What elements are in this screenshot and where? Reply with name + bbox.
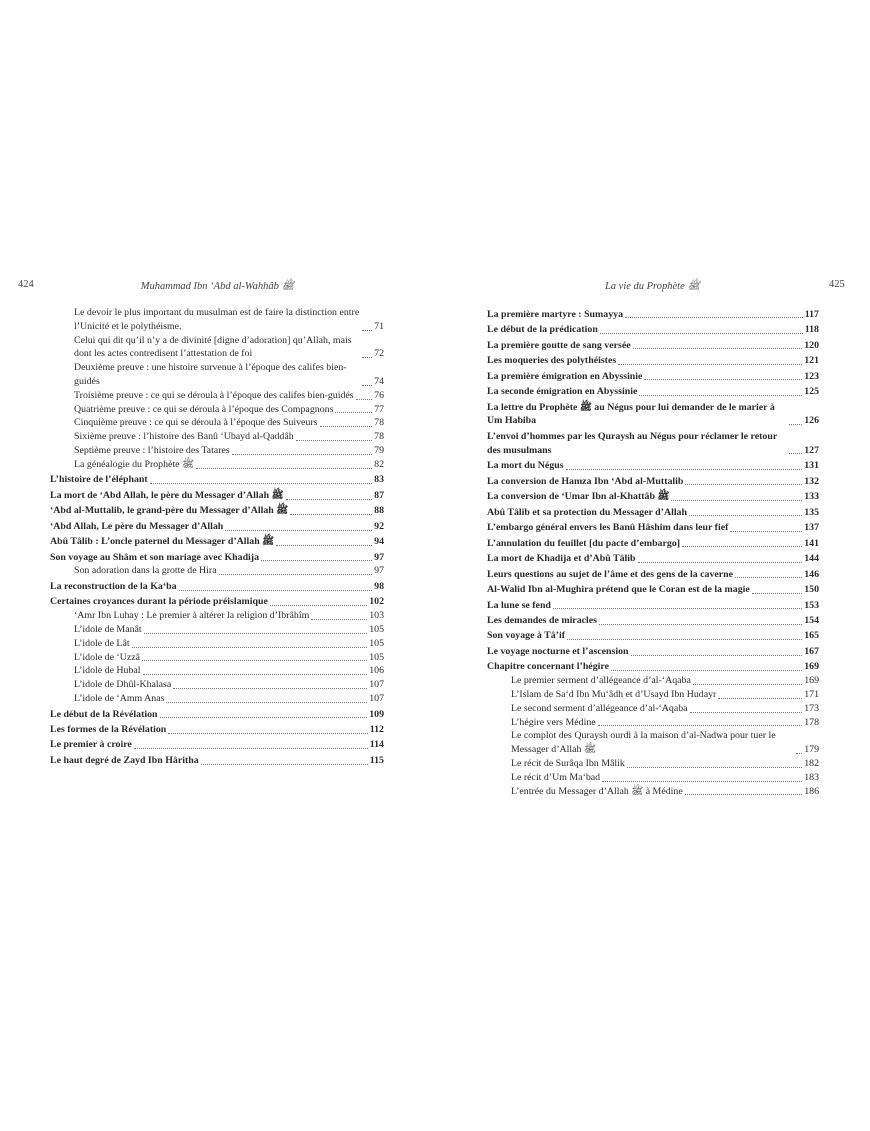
toc-entry-page: 82 — [374, 458, 384, 470]
dot-leader — [134, 748, 368, 749]
dot-leader — [290, 514, 372, 515]
dot-leader — [639, 395, 802, 396]
toc-entry — [487, 674, 819, 688]
toc-entry — [50, 551, 384, 565]
toc-entry-title: L’histoire de l’éléphant — [50, 474, 148, 486]
toc-entry-title: L’idole de ‘Uzzâ — [74, 651, 140, 663]
dot-leader — [168, 733, 367, 734]
toc-entry-page: 115 — [369, 754, 384, 766]
toc-entry — [50, 430, 384, 444]
toc-entry-title: Le récit de Surâqa Ibn Mâlik — [511, 758, 625, 770]
toc-entry-title: La mort de Khadija et d’Abû Tâlib — [487, 553, 636, 565]
toc-entry-page: 109 — [369, 708, 384, 720]
dot-leader — [132, 647, 368, 648]
toc-entry — [50, 754, 384, 768]
dot-leader — [143, 674, 368, 675]
toc-entry — [50, 564, 384, 578]
toc-entry-page: 144 — [804, 553, 819, 565]
toc-entry-title: Les demandes de miracles — [487, 615, 597, 626]
toc-entry-title: Son voyage à Tâ’if — [487, 630, 566, 642]
toc-entry-page: 165 — [804, 630, 819, 642]
dot-leader — [671, 500, 802, 501]
toc-entry-title: La conversion de ‘Umar Ibn al-Khattâb ﷺ — [487, 491, 670, 503]
dot-leader — [682, 546, 802, 547]
toc-entry-title: Le premier à croire — [50, 739, 132, 751]
toc-entry-page: 183 — [804, 771, 819, 783]
toc-entry-page: 169 — [804, 675, 819, 687]
toc-entry — [50, 664, 384, 678]
toc-entry-page: 154 — [804, 615, 819, 626]
toc-entry-page: 167 — [804, 645, 819, 657]
toc-entry — [487, 521, 819, 535]
toc-entry-page: 126 — [804, 415, 819, 427]
toc-entry-title: Troisième preuve : ce qui se déroula à l’époque des califes bien-guidés — [74, 389, 354, 401]
toc-entry-title: Celui qui dit qu’il n’y a de divinité [digne d’adoration] qu’Allah, mais dont les actes contredisent l’attestation de foi — [74, 334, 352, 360]
toc-entry-title: Le récit d’Um Ma‘bad — [511, 771, 601, 783]
toc-entry-page: 114 — [369, 739, 384, 751]
toc-entry — [50, 609, 384, 623]
toc-entry-page: 92 — [374, 520, 384, 532]
toc-entry-title: La première émigration en Abyssinie — [487, 370, 643, 382]
toc-entry — [487, 385, 819, 399]
dot-leader — [196, 468, 372, 469]
dot-leader — [225, 530, 372, 531]
dot-leader — [320, 426, 373, 427]
toc-entry-title: Son voyage au Shâm et son mariage avec Khadija — [50, 551, 260, 563]
toc-entry-title: Le premier serment d’allégeance d’al-‘Aqaba — [511, 675, 691, 687]
toc-entry — [50, 520, 384, 534]
toc-entry-page: 106 — [369, 665, 384, 677]
toc-entry-page: 79 — [374, 444, 384, 456]
toc-entry-page: 141 — [804, 537, 819, 549]
dot-leader — [270, 605, 367, 606]
toc-entry-page: 133 — [804, 491, 819, 503]
toc-entry-page: 146 — [804, 568, 819, 580]
toc-entry-title: La lettre du Prophète ﷺ au Négus pour lui demander de le marier à Um Habiba — [487, 401, 775, 427]
toc-entry — [487, 490, 819, 504]
toc-entry-page: 137 — [804, 522, 819, 534]
toc-entry-title: Sixième preuve : l’histoire des Banû ‘Ubayd al-Qaddâh — [74, 431, 294, 443]
toc-entry-page: 105 — [369, 651, 384, 663]
toc-entry-title: La lune se fend — [487, 599, 551, 611]
toc-entry — [50, 637, 384, 651]
dot-leader — [602, 781, 802, 782]
toc-entry — [487, 308, 819, 322]
dot-leader — [173, 688, 367, 689]
toc-entry — [50, 389, 384, 403]
toc-entry-page: 102 — [369, 596, 384, 608]
toc-entry-title: La mort du Négus — [487, 460, 564, 472]
toc-entry-title: Leurs questions au sujet de l’âme et des gens de la caverne — [487, 568, 734, 580]
toc-entry — [487, 339, 819, 353]
toc-entry-page: 118 — [804, 324, 819, 336]
toc-entry-title: Abû Tâlib : L’oncle paternel du Messager d’Allah ﷺ — [50, 536, 275, 548]
toc-entry-title: ‘Amr Ibn Luhay : Le premier à altérer la religion d’Ibrâhîm — [74, 610, 310, 622]
toc-entry-page: 173 — [804, 702, 819, 714]
toc-entry-title: La conversion de Hamza Ibn ‘Abd al-Muttalib — [487, 475, 684, 487]
dot-leader — [689, 515, 802, 516]
dot-leader — [286, 499, 373, 500]
toc-entry-title: Le début de la prédication — [487, 324, 598, 336]
toc-entry-title: La généalogie du Prophète ﷺ — [74, 458, 194, 470]
toc-entry-title: ‘Abd Allah, Le père du Messager d’Allah — [50, 520, 224, 532]
dot-leader — [631, 655, 803, 656]
toc-entry-page: 120 — [804, 339, 819, 351]
toc-entry — [50, 306, 384, 334]
toc-entry-title: L’idole de Manât — [74, 624, 142, 636]
toc-entry-page: 150 — [804, 584, 819, 596]
dot-leader — [690, 712, 803, 713]
toc-entry — [487, 583, 819, 597]
toc-entry-page: 87 — [374, 489, 384, 501]
toc-entry-page: 97 — [374, 551, 384, 563]
dot-leader — [276, 545, 372, 546]
toc-entry-title: Le devoir le plus important du musulman est de faire la distinction entre l’Unicité et le polythéisme. — [74, 307, 360, 332]
toc-entry-page: 186 — [804, 785, 819, 797]
dot-leader — [789, 453, 802, 454]
toc-entry — [487, 475, 819, 489]
toc-entry — [50, 580, 384, 594]
toc-entry — [487, 629, 819, 643]
dot-leader — [362, 385, 372, 386]
toc-entry-title: Abû Tâlib et sa protection du Messager d’Allah — [487, 506, 687, 518]
toc-entry — [50, 623, 384, 637]
dot-leader — [311, 619, 367, 620]
toc-entry — [50, 595, 384, 609]
toc-entry-title: L’envoi d’hommes par les Quraysh au Négus pour réclamer le retour des musulmans — [487, 430, 778, 456]
toc-entry — [487, 459, 819, 473]
toc-entry-title: L’Islam de Sa‘d Ibn Mu‘âdh et d’Usayd Ibn Hudayr — [511, 689, 717, 701]
toc-entry — [50, 334, 384, 362]
toc-entry — [487, 401, 819, 429]
table-of-contents — [487, 306, 819, 798]
toc-entry — [50, 458, 384, 472]
toc-entry-page: 98 — [374, 580, 384, 592]
toc-entry-page: 105 — [369, 637, 384, 649]
toc-entry-title: Le haut degré de Zayd Ibn Hâritha — [50, 754, 199, 766]
dot-leader — [296, 440, 372, 441]
toc-entry-title: L’annulation du feuillet [du pacte d’embargo] — [487, 537, 681, 549]
toc-entry — [50, 678, 384, 692]
dot-leader — [160, 717, 368, 718]
toc-entry-title: Le voyage nocturne et l’ascension — [487, 645, 629, 657]
dot-leader — [144, 633, 368, 634]
dot-leader — [362, 357, 372, 358]
toc-entry-title: La seconde émigration en Abyssinie — [487, 386, 638, 398]
toc-entry-page: 94 — [374, 536, 384, 548]
toc-entry — [487, 660, 819, 674]
toc-entry-title: Quatrième preuve : ce qui se déroula à l’époque des Compagnons — [74, 403, 334, 415]
toc-entry-title: L’idole de Lât — [74, 637, 130, 649]
toc-entry-page: 121 — [804, 355, 819, 367]
dot-leader — [166, 702, 367, 703]
dot-leader — [611, 670, 802, 671]
toc-entry-page: 78 — [374, 417, 384, 429]
running-header: Muhammad Ibn ‘Abd al-Wahhâb ﷺ — [140, 281, 295, 292]
dot-leader — [625, 317, 803, 318]
dot-leader — [735, 577, 802, 578]
dot-leader — [644, 379, 802, 380]
toc-entry — [50, 403, 384, 417]
toc-entry-title: La première goutte de sang versée — [487, 339, 631, 351]
toc-entry — [50, 738, 384, 752]
dot-leader — [567, 639, 802, 640]
dot-leader — [600, 333, 803, 334]
dot-leader — [633, 348, 803, 349]
dot-leader — [718, 698, 802, 699]
toc-entry — [50, 416, 384, 430]
toc-entry-page: 97 — [374, 565, 384, 577]
toc-entry — [487, 370, 819, 384]
toc-entry — [487, 785, 819, 799]
dot-leader — [261, 560, 372, 561]
toc-entry-page: 123 — [804, 370, 819, 382]
dot-leader — [618, 364, 802, 365]
toc-entry — [487, 645, 819, 659]
dot-leader — [335, 412, 372, 413]
toc-entry — [50, 489, 384, 503]
toc-entry-page: 74 — [374, 375, 384, 387]
toc-entry — [50, 535, 384, 549]
toc-entry — [50, 708, 384, 722]
toc-entry-title: Certaines croyances durant la période préislamique — [50, 596, 268, 608]
toc-entry — [487, 716, 819, 730]
toc-entry-page: 76 — [374, 389, 384, 401]
toc-entry — [487, 729, 819, 757]
toc-entry-page: 117 — [804, 308, 819, 320]
toc-entry — [487, 614, 819, 628]
dot-leader — [598, 725, 803, 726]
toc-entry-page: 132 — [804, 475, 819, 487]
toc-entry — [50, 504, 384, 518]
toc-entry-title: Les moqueries des polythéistes — [487, 355, 617, 367]
dot-leader — [693, 684, 802, 685]
dot-leader — [201, 764, 368, 765]
toc-entry-page: 77 — [374, 403, 384, 415]
toc-entry-page: 178 — [804, 716, 819, 728]
toc-entry-title: La première martyre : Sumayya — [487, 308, 624, 320]
toc-entry-page: 153 — [804, 599, 819, 611]
toc-entry-page: 127 — [804, 444, 819, 456]
toc-entry-title: Les formes de la Révélation — [50, 723, 167, 735]
toc-entry — [487, 354, 819, 368]
dot-leader — [142, 660, 367, 661]
toc-entry — [50, 692, 384, 706]
toc-entry-page: 72 — [374, 348, 384, 360]
toc-entry-title: Son adoration dans la grotte de Hira — [74, 565, 217, 577]
toc-entry — [487, 688, 819, 702]
toc-entry — [487, 506, 819, 520]
toc-entry — [50, 723, 384, 737]
dot-leader — [789, 424, 802, 425]
toc-entry-page: 78 — [374, 431, 384, 443]
running-header: La vie du Prophète ﷺ — [604, 281, 701, 292]
toc-entry-title: Deuxième preuve : une histoire survenue à l’époque des califes bien-guidés — [74, 362, 347, 387]
toc-entry-page: 125 — [804, 386, 819, 398]
dot-leader — [179, 590, 373, 591]
toc-entry — [487, 323, 819, 337]
dot-leader — [553, 608, 802, 609]
page-number: 425 — [829, 279, 845, 290]
dot-leader — [638, 562, 803, 563]
toc-entry-page: 88 — [374, 505, 384, 517]
toc-entry-title: La reconstruction de la Ka‘ba — [50, 580, 177, 592]
dot-leader — [219, 574, 373, 575]
toc-entry — [50, 473, 384, 487]
toc-entry-title: Le complot des Quraysh ourdi à la maison d’al-Nadwa pour tuer le Messager d’Allah ﷺ — [511, 730, 776, 756]
toc-entry — [50, 444, 384, 458]
toc-entry — [487, 702, 819, 716]
toc-entry — [487, 430, 819, 458]
dot-leader — [599, 624, 802, 625]
dot-leader — [627, 767, 802, 768]
page-number: 424 — [18, 279, 34, 290]
toc-entry-page: 107 — [369, 693, 384, 705]
toc-entry-title: L’idole de ‘Amm Anas — [74, 693, 165, 705]
toc-entry-page: 182 — [804, 758, 819, 770]
toc-entry-title: L’embargo général envers les Banû Hâshim dans leur fief — [487, 522, 729, 534]
toc-entry-title: Le début de la Révélation — [50, 708, 158, 720]
toc-entry-page: 131 — [804, 460, 819, 472]
toc-entry — [50, 651, 384, 665]
dot-leader — [232, 454, 372, 455]
dot-leader — [752, 593, 802, 594]
toc-entry — [487, 757, 819, 771]
toc-entry — [50, 361, 384, 389]
toc-entry-title: ‘Abd al-Muttalib, le grand-père du Messager d’Allah ﷺ — [50, 505, 289, 517]
toc-entry — [487, 537, 819, 551]
toc-entry — [487, 599, 819, 613]
toc-entry-page: 112 — [369, 723, 384, 735]
toc-entry-page: 169 — [804, 661, 819, 673]
toc-entry-title: Cinquième preuve : ce qui se déroula à l’époque des Suiveurs — [74, 417, 318, 429]
toc-entry-title: Le second serment d’allégeance d’al-‘Aqaba — [511, 702, 688, 714]
toc-entry-page: 105 — [369, 624, 384, 636]
toc-entry-title: Chapitre concernant l’hégire — [487, 661, 609, 673]
toc-entry — [487, 568, 819, 582]
dot-leader — [150, 483, 372, 484]
toc-entry-page: 135 — [804, 506, 819, 518]
toc-entry — [487, 771, 819, 785]
toc-entry-page: 103 — [369, 610, 384, 622]
dot-leader — [730, 531, 802, 532]
toc-entry-title: L’idole de Hubal — [74, 665, 141, 677]
toc-entry-page: 171 — [804, 689, 819, 701]
toc-entry-title: L’hégire vers Médine — [511, 716, 596, 728]
toc-entry — [487, 552, 819, 566]
table-of-contents — [50, 306, 384, 768]
toc-entry-title: Septième preuve : l’histoire des Tatares — [74, 444, 230, 456]
toc-entry-title: La mort de ‘Abd Allah, le père du Messager d’Allah ﷺ — [50, 489, 284, 501]
toc-entry-page: 179 — [804, 744, 819, 756]
toc-entry-title: Al-Walid Ibn al-Mughira prétend que le Coran est de la magie — [487, 584, 750, 596]
toc-entry-page: 107 — [369, 679, 384, 691]
toc-entry-title: L’entrée du Messager d’Allah ﷺ à Médine — [511, 785, 683, 797]
toc-entry-title: L’idole de Dhûl-Khalasa — [74, 679, 172, 691]
dot-leader — [356, 399, 373, 400]
dot-leader — [566, 469, 803, 470]
dot-leader — [362, 330, 372, 331]
dot-leader — [796, 753, 802, 754]
dot-leader — [685, 794, 802, 795]
dot-leader — [685, 484, 802, 485]
toc-entry-page: 71 — [374, 320, 384, 332]
toc-entry-page: 83 — [374, 474, 384, 486]
